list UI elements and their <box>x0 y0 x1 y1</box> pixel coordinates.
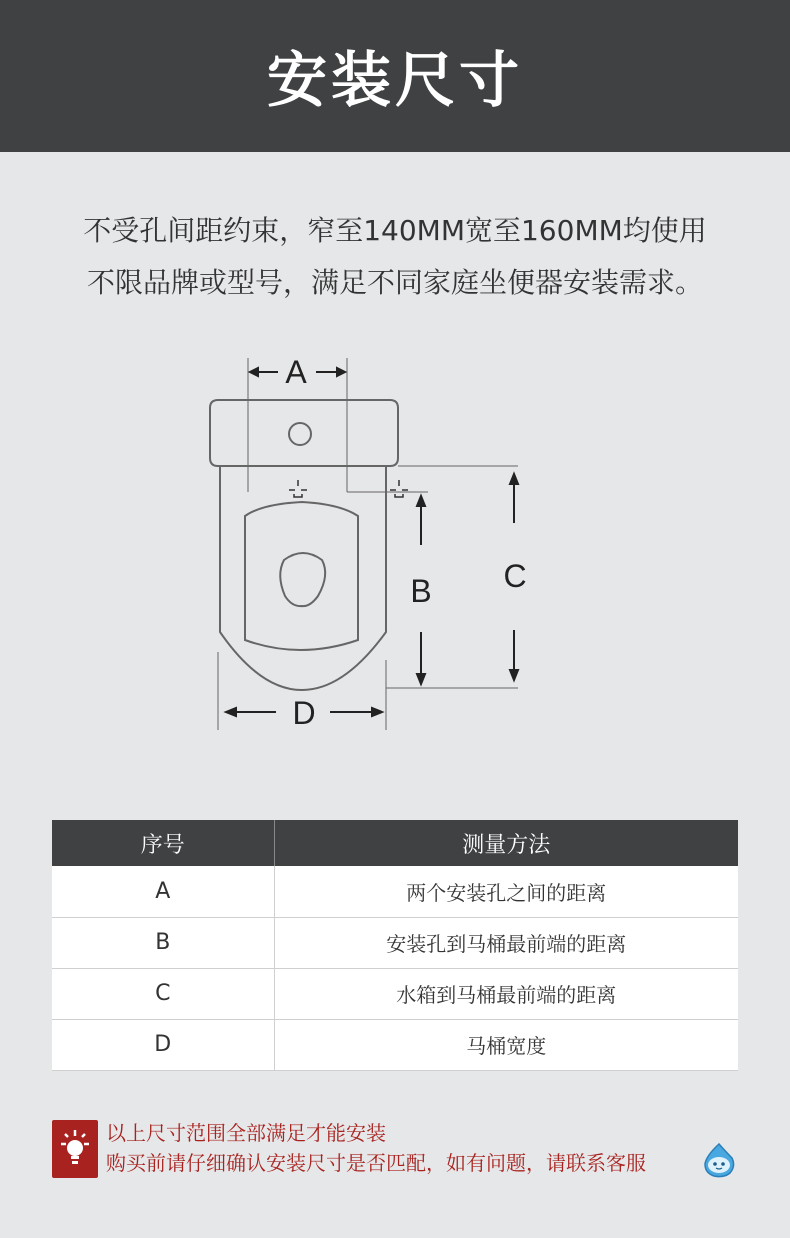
table-row <box>52 968 738 1019</box>
row-code: B <box>52 917 274 968</box>
row-method: 水箱到马桶最前端的距离 <box>274 968 738 1019</box>
intro-line-1: 不受孔间距约束，窄至140MM宽至160MM均使用 <box>83 214 707 247</box>
customer-service-icon[interactable] <box>702 1142 736 1178</box>
tank-button <box>289 423 311 445</box>
mount-hole-left <box>289 480 307 497</box>
row-method: 马桶宽度 <box>274 1019 738 1070</box>
table-row <box>52 917 738 968</box>
mount-hole-right <box>390 480 408 497</box>
notice-line-1: 以上尺寸范围全部满足才能安装 <box>106 1121 386 1145</box>
table-header-row <box>52 820 738 866</box>
tank-outline <box>210 400 398 466</box>
row-method: 安装孔到马桶最前端的距离 <box>274 917 738 968</box>
notice-line-2: 购买前请仔细确认安装尺寸是否匹配，如有问题，请联系客服 <box>106 1151 646 1175</box>
seat-outline <box>245 502 358 650</box>
header-code: 序号 <box>52 820 274 866</box>
measurement-table <box>52 820 738 1071</box>
dimension-label-d: D <box>292 695 316 731</box>
row-method: 两个安装孔之间的距离 <box>274 866 738 917</box>
lightbulb-icon <box>52 1120 98 1178</box>
installation-notice <box>52 1118 742 1182</box>
intro-line-2: 不限品牌或型号，满足不同家庭坐便器安装需求。 <box>86 266 703 299</box>
header-method: 测量方法 <box>274 820 738 866</box>
page-header <box>0 0 790 152</box>
row-code: C <box>52 968 274 1019</box>
row-code: A <box>52 866 274 917</box>
table-row <box>52 1019 738 1070</box>
table-row <box>52 866 738 917</box>
dimension-label-c: C <box>503 558 527 594</box>
row-code: D <box>52 1019 274 1070</box>
dimension-label-a: A <box>285 354 307 390</box>
page-title: 安装尺寸 <box>267 46 523 116</box>
intro-text <box>0 205 790 309</box>
toilet-dimension-diagram <box>0 340 790 760</box>
bowl-opening <box>280 553 325 606</box>
notice-text <box>106 1118 646 1178</box>
dimension-label-b: B <box>410 573 432 609</box>
